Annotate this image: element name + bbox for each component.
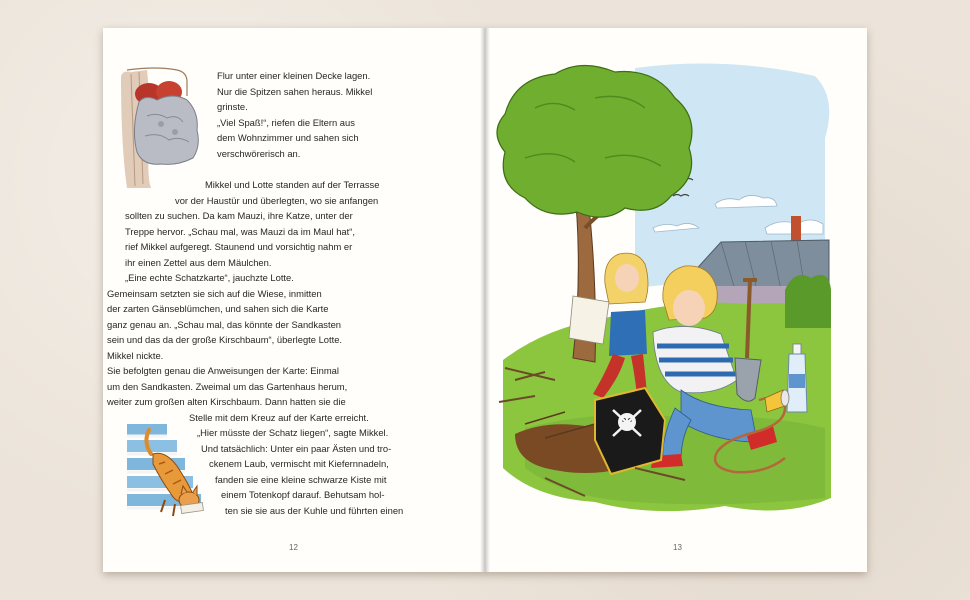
page-number-right: 13 bbox=[673, 543, 682, 552]
text-line: Und tatsächlich: Unter ein paar Ästen und tro- bbox=[201, 443, 392, 454]
text-line: der zarten Gänseblümchen, und sahen sich die Karte bbox=[107, 303, 329, 314]
text-line: Sie befolgten genau die Anweisungen der Karte: Einmal bbox=[107, 365, 339, 376]
text-line: ckenem Laub, vermischt mit Kiefernnadeln, bbox=[209, 458, 389, 469]
left-page bbox=[103, 28, 485, 572]
treasure-map bbox=[569, 296, 609, 344]
water-bottle bbox=[787, 344, 807, 412]
text-line: weiter zum großen alten Kirschbaum. Dann hatten sie die bbox=[107, 396, 346, 407]
text-line: ten sie sie aus der Kuhle und führten einen bbox=[225, 505, 404, 516]
text-line: Mikkel und Lotte standen auf der Terrasse bbox=[205, 179, 380, 190]
text-line: einem Totenkopf darauf. Behutsam hol- bbox=[221, 489, 385, 500]
open-book bbox=[103, 28, 867, 572]
text-line: sollten zu suchen. Da kam Mauzi, ihre Katze, unter der bbox=[125, 210, 353, 221]
right-page bbox=[485, 28, 867, 572]
text-line: Gemeinsam setzten sie sich auf die Wiese, inmitten bbox=[107, 288, 322, 299]
text-line: Stelle mit dem Kreuz auf der Karte erreicht. bbox=[189, 412, 369, 423]
text-line: dem Wohnzimmer und sahen sich bbox=[217, 132, 359, 143]
text-line: ihr einen Zettel aus dem Mäulchen. bbox=[125, 257, 272, 268]
text-line: „Hier müsste der Schatz liegen“, sagte Mikkel. bbox=[197, 427, 389, 438]
text-line: um den Sandkasten. Zweimal um das Gartenhaus herum, bbox=[107, 381, 348, 392]
text-line: Mikkel nickte. bbox=[107, 350, 164, 361]
page-number-left: 12 bbox=[289, 543, 298, 552]
text-line: rief Mikkel aufgeregt. Staunend und vorsichtig nahm er bbox=[125, 241, 353, 252]
text-line: fanden sie eine kleine schwarze Kiste mit bbox=[215, 474, 387, 485]
text-line: „Eine echte Schatzkarte“, jauchzte Lotte. bbox=[125, 272, 294, 283]
text-line: Flur unter einer kleinen Decke lagen. bbox=[217, 70, 371, 81]
text-line: ganz genau an. „Schau mal, das könnte der Sandkasten bbox=[107, 319, 342, 330]
text-line: vor der Haustür und überlegten, wo sie anfangen bbox=[175, 195, 379, 206]
treasure-hunt-illustration bbox=[485, 28, 867, 572]
slippers-vignette bbox=[117, 66, 217, 190]
text-line: Nur die Spitzen sahen heraus. Mikkel bbox=[217, 86, 373, 97]
text-line: verschwörerisch an. bbox=[217, 148, 301, 159]
text-line: sein und das da der große Kirschbaum“, überlegte Lotte. bbox=[107, 334, 343, 345]
text-line: „Viel Spaß!“, riefen die Eltern aus bbox=[217, 117, 355, 128]
tree-foliage bbox=[497, 65, 692, 217]
text-line: Treppe hervor. „Schau mal, was Mauzi da im Maul hat“, bbox=[125, 226, 355, 237]
text-line: grinste. bbox=[217, 101, 248, 112]
